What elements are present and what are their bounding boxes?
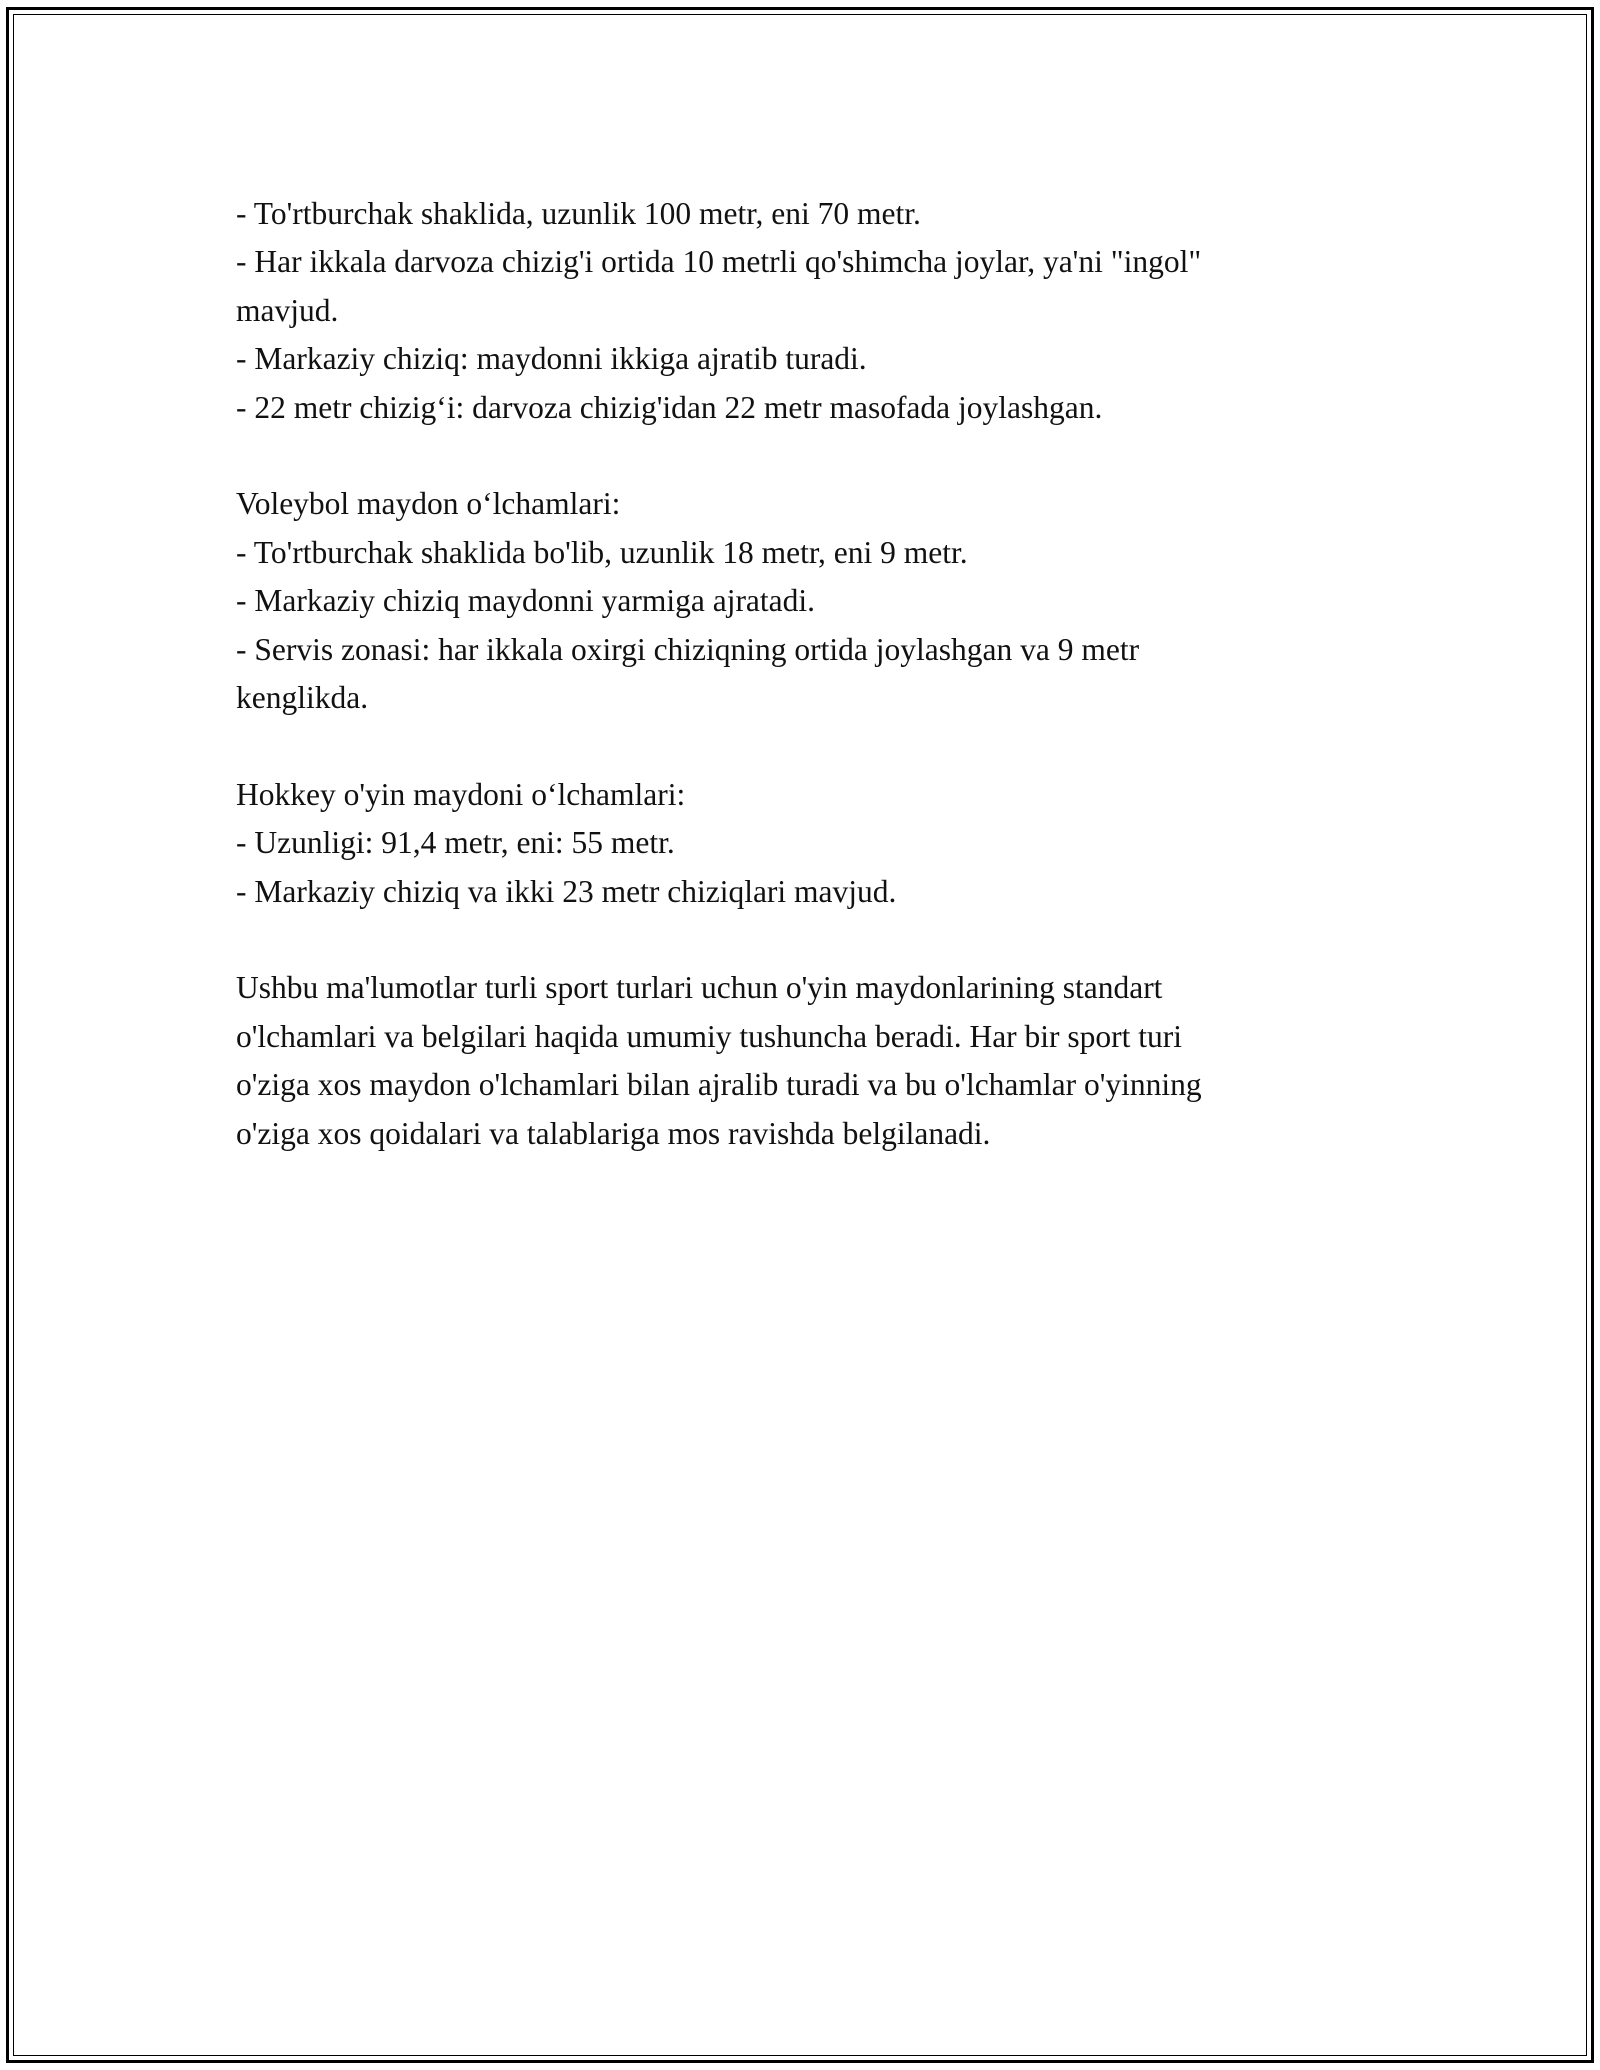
text-line: - Servis zonasi: har ikkala oxirgi chiziqning ortida joylashgan va 9 metr (236, 631, 1140, 667)
paragraph-ice-hockey-dimensions (236, 771, 1386, 916)
text-line: o'ziga xos qoidalari va talablariga mos ravishda belgilanadi. (236, 1115, 991, 1151)
text-line: - 22 metr chizig‘i: darvoza chizig'idan 22 metr masofada joylashgan. (236, 389, 1103, 425)
paragraph-field-hockey-dimensions (236, 190, 1386, 432)
text-line: - To'rtburchak shaklida bo'lib, uzunlik 18 metr, eni 9 metr. (236, 534, 968, 570)
paragraph-gap (236, 432, 1386, 480)
paragraph-summary (236, 964, 1386, 1158)
text-line: mavjud. (236, 292, 339, 328)
text-line: - Markaziy chiziq maydonni yarmiga ajratadi. (236, 583, 816, 619)
text-line: - Markaziy chiziq: maydonni ikkiga ajratib turadi. (236, 341, 867, 377)
text-line: - Uzunligi: 91,4 metr, eni: 55 metr. (236, 825, 675, 861)
paragraph-gap (236, 722, 1386, 770)
text-line: - Markaziy chiziq va ikki 23 metr chiziqlari mavjud. (236, 873, 897, 909)
section-heading: Hokkey o'yin maydoni o‘lchamlari: (236, 776, 686, 812)
section-heading: Voleybol maydon o‘lchamlari: (236, 486, 621, 522)
text-line: o'ziga xos maydon o'lchamlari bilan ajralib turadi va bu o'lchamlar o'yinning (236, 1067, 1202, 1103)
text-line: o'lchamlari va belgilari haqida umumiy tushuncha beradi. Har bir sport turi (236, 1018, 1183, 1054)
document-body (236, 190, 1386, 1158)
paragraph-volleyball-dimensions (236, 480, 1386, 722)
text-line: kenglikda. (236, 680, 369, 716)
text-line: - Har ikkala darvoza chizig'i ortida 10 metrli qo'shimcha joylar, ya'ni "ingol" (236, 244, 1202, 280)
text-line: Ushbu ma'lumotlar turli sport turlari uchun o'yin maydonlarining standart (236, 970, 1163, 1006)
paragraph-gap (236, 916, 1386, 964)
text-line: - To'rtburchak shaklida, uzunlik 100 metr, eni 70 metr. (236, 196, 921, 231)
